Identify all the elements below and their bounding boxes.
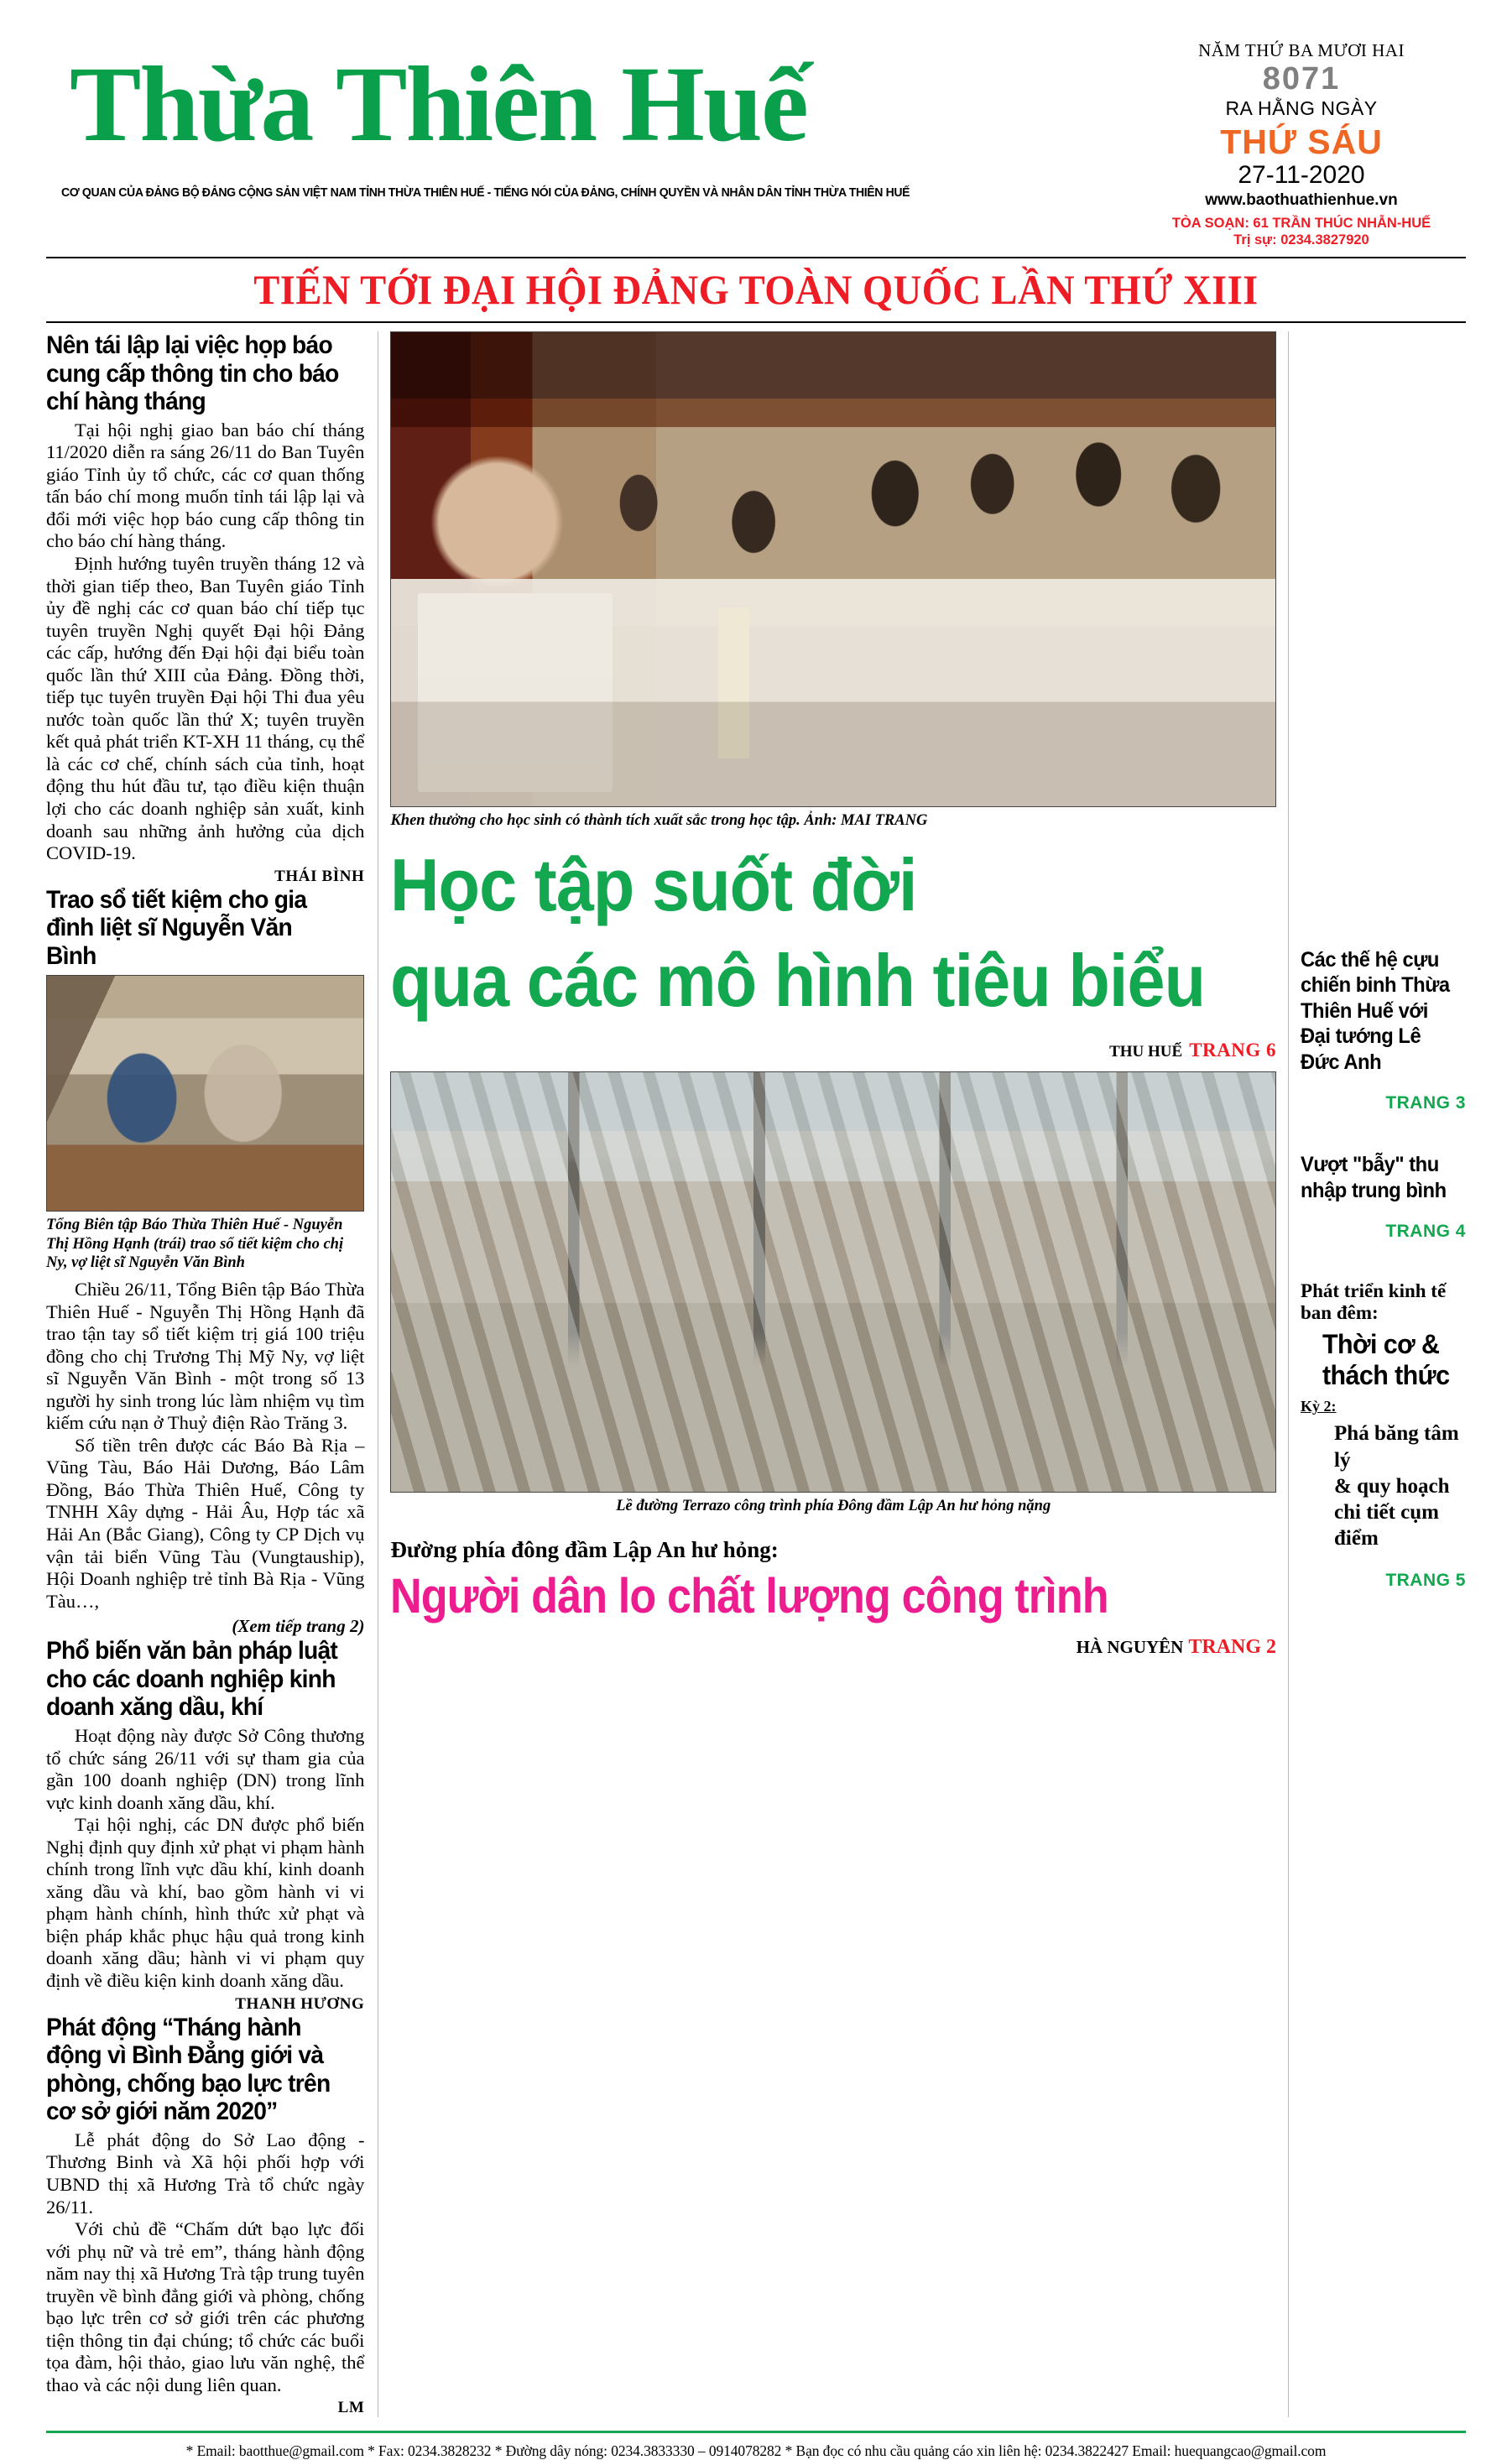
article-body bbox=[46, 2129, 364, 2397]
secondary-photo-damaged-road bbox=[390, 1071, 1276, 1493]
sidebar-spacer bbox=[1301, 331, 1466, 947]
paragraph: Tại hội nghị, các DN được phổ biến Nghị định quy định xử phạt vi phạm hành chính trong lĩnh vực dầu khí, kinh doanh xăng dầu và khí, bao gồm hành vi vi phạm hành chính, hình thức xử phạt và biện pháp khắc phục hậu quả trong kinh doanh xăng dầu; hành vi vi phạm quy định về điều kiện kinh doanh xăng dầu. bbox=[46, 1814, 365, 1991]
masthead-right bbox=[1137, 32, 1466, 248]
lead-photo-award-ceremony bbox=[390, 331, 1276, 807]
column-left bbox=[46, 331, 378, 2418]
article-body bbox=[46, 1279, 364, 1613]
publication-year-label: NĂM THỨ BA MƯƠI HAI bbox=[1198, 40, 1405, 60]
newspaper-title: Thừa Thiên Huế bbox=[70, 44, 807, 164]
article-headline: Trao sổ tiết kiệm cho gia đình liệt sĩ Nguyễn Văn Bình bbox=[46, 885, 307, 970]
continued-reference[interactable]: (Xem tiếp trang 2) bbox=[232, 1616, 365, 1637]
sidebar-feature-title: Thời cơ & thách thức bbox=[1322, 1329, 1450, 1391]
paragraph: Hoạt động này được Sở Công thương tổ chức sáng 26/11 với sự tham gia của gần 100 doanh nghiệp (DN) trong lĩnh vực kinh doanh xăng dầu, khí. bbox=[46, 1724, 365, 1813]
article-body bbox=[46, 420, 364, 865]
paragraph: Tại hội nghị giao ban báo chí tháng 11/2020 diễn ra sáng 26/11 do Ban Tuyên giáo Tỉnh ủy tổ chức, các cơ quan thống tấn báo chí mong muốn tỉnh tái lập lại và đổi mới việc họp báo cung cấp thông tin cho báo chí hàng tháng. bbox=[46, 419, 365, 552]
article-body bbox=[46, 1725, 364, 1993]
article-trao-so-tiet-kiem[interactable] bbox=[46, 886, 364, 1638]
masthead-tagline: CƠ QUAN CỦA ĐẢNG BỘ ĐẢNG CỘNG SẢN VIỆT NAM TỈNH THỪA THIÊN HUẾ - TIẾNG NÓI CỦA ĐẢNG, CHÍNH QUYỀN VÀ NHÂN DÂN TỈNH THỪA THIÊN HUẾ bbox=[61, 186, 910, 200]
office-address: TÒA SOẠN: 61 TRẦN THÚC NHẪN-HUẾ bbox=[1171, 215, 1431, 231]
footer-contact-line: * Email: baotthue@gmail.com * Fax: 0234.3828232 * Đường dây nóng: 0234.3833330 – 0914078282 * Bạn đọc có nhu cầu quảng cáo xin liên hệ: 0234.3822427 Email: huequangcao@gmail.com bbox=[185, 2442, 1327, 2460]
content-grid bbox=[46, 331, 1466, 2418]
publication-date: 27-11-2020 bbox=[1238, 160, 1365, 189]
secondary-headline: Người dân lo chất lượng công trình bbox=[390, 1569, 1109, 1624]
lead-photo-caption: Khen thưởng cho học sinh có thành tích xuất sắc trong học tập. Ảnh: MAI TRANG bbox=[390, 811, 928, 829]
sidebar-feature-kinh-te-ban-dem[interactable] bbox=[1301, 1280, 1466, 1590]
website-url[interactable]: www.baothuathienhue.vn bbox=[1205, 190, 1398, 209]
banner-bottom-rule bbox=[46, 321, 1466, 323]
paragraph: Với chủ đề “Chấm dứt bạo lực đối với phụ nữ và trẻ em”, tháng hành động năm nay thị xã Hương Trà tập trung tuyên truyền về bình đẳng giới và phòng, chống bạo lực trên cơ sở giới trên các phương tiện thông tin đại chúng; tổ chức các buổi tọa đàm, hội thảo, giao lưu văn nghệ, thể thao và các nội dung liên quan. bbox=[46, 2218, 365, 2395]
secondary-kicker: Đường phía đông đầm Lập An hư hỏng: bbox=[390, 1537, 779, 1563]
article-headline: Phát động “Tháng hành động vì Bình Đẳng giới và phòng, chống bạo lực trên cơ sở giới năm 2020” bbox=[46, 2013, 331, 2126]
photo-detail-shirt bbox=[418, 593, 613, 792]
article-headline: Phổ biến văn bản pháp luật cho các doanh nghiệp kinh doanh xăng dầu, khí bbox=[46, 1637, 338, 1722]
article-byline: LM bbox=[337, 2399, 365, 2417]
secondary-byline: HÀ NGUYÊN bbox=[1076, 1637, 1184, 1658]
article-nen-tai-lap[interactable] bbox=[46, 331, 364, 886]
sidebar-page-ref[interactable]: TRANG 3 bbox=[1385, 1093, 1466, 1113]
article-phat-dong-thang-hanh-dong[interactable] bbox=[46, 2014, 364, 2418]
secondary-photo-caption: Lề đường Terrazo công trình phía Đông đầm Lập An hư hỏng nặng bbox=[616, 1498, 1051, 1515]
sidebar-feature-kicker: Phát triển kinh tế ban đêm: bbox=[1301, 1280, 1447, 1324]
sidebar-feature-part: Kỳ 2: bbox=[1301, 1398, 1337, 1415]
admin-phone: Trị sự: 0234.3827920 bbox=[1233, 232, 1369, 248]
sidebar-feature-subtitle-1: Phá băng tâm lý bbox=[1334, 1422, 1459, 1472]
lead-credit bbox=[390, 1040, 1276, 1061]
lead-page-ref[interactable]: TRANG 6 bbox=[1189, 1040, 1277, 1061]
sidebar-divider-gap bbox=[1301, 1113, 1466, 1152]
sidebar-item-thu-nhap-trung-binh[interactable] bbox=[1301, 1152, 1466, 1242]
secondary-story[interactable] bbox=[390, 1071, 1276, 1659]
sidebar-feature-page-ref[interactable]: TRANG 5 bbox=[1385, 1570, 1466, 1590]
sidebar-headline: Các thế hệ cựu chiến binh Thừa Thiên Huế với Đại tướng Lê Đức Anh bbox=[1301, 947, 1450, 1074]
article-headline: Nên tái lập lại việc họp báo cung cấp thông tin cho báo chí hàng tháng bbox=[46, 331, 339, 416]
sidebar-headline: Vượt "bẫy" thu nhập trung bình bbox=[1301, 1153, 1447, 1202]
column-right-sidebar bbox=[1288, 331, 1466, 2418]
lead-story[interactable] bbox=[390, 331, 1276, 1061]
paragraph: Định hướng tuyên truyền tháng 12 và thời gian tiếp theo, Ban Tuyên giáo Tỉnh ủy đề nghị các cơ quan báo chí tiếp tục tuyên truyền Nghị quyết Đại hội Đảng các cấp, hướng đến Đại hội đại biểu toàn quốc lần thứ XIII của Đảng. Đồng thời, tiếp tục tuyên truyền Đại hội Thi đua yêu nước toàn quốc lần thứ X; tuyên truyền kết quả phát triển KT-XH 11 tháng, cụ thể là các cơ chế, chính sách của tỉnh, hoạt động thu hút đầu tư, tạo điều kiện thuận lợi cho các doanh nghiệp sản xuất, kinh doanh sau những ảnh hưởng của dịch COVID-19. bbox=[46, 553, 365, 864]
masthead bbox=[46, 0, 1466, 248]
secondary-page-ref[interactable]: TRANG 2 bbox=[1188, 1636, 1277, 1659]
lead-byline: THU HUẾ bbox=[1109, 1043, 1183, 1061]
masthead-left bbox=[46, 32, 1137, 200]
column-center bbox=[378, 331, 1288, 2418]
article-photo-handover bbox=[46, 975, 364, 1212]
secondary-credit bbox=[390, 1636, 1276, 1659]
paragraph: Số tiền trên được các Báo Bà Rịa – Vũng Tàu, Báo Hải Dương, Báo Lâm Đồng, Báo Thừa Thiên Huế, Công ty TNHH Xây dựng - Hải Âu, Hợp tác xã Hải An (Bắc Giang), Công ty CP Dịch vụ vận tải biển Vũng Tàu (Vungtauship), Hội Doanh nghiệp trẻ tỉnh Bà Rịa - Vũng Tàu…, bbox=[46, 1434, 365, 1612]
lead-headline-line2: qua các mô hình tiêu biểu bbox=[390, 939, 1206, 1023]
article-byline: THANH HƯƠNG bbox=[235, 1994, 365, 2013]
photo-detail-tie bbox=[718, 607, 749, 759]
sidebar-feature-subtitle-2: & quy hoạch chi tiết cụm điểm bbox=[1334, 1474, 1450, 1551]
sidebar-divider-gap-2 bbox=[1301, 1242, 1466, 1280]
lead-headline-line1: Học tập suốt đời bbox=[390, 843, 917, 927]
article-byline: THÁI BÌNH bbox=[274, 867, 365, 885]
photo-caption: Tổng Biên tập Báo Thừa Thiên Huế - Nguyễn Thị Hồng Hạnh (trái) trao sổ tiết kiệm cho chị Ny, vợ liệt sĩ Nguyễn Văn Bình bbox=[46, 1217, 344, 1271]
article-pho-bien-van-ban[interactable] bbox=[46, 1637, 364, 2013]
campaign-banner: TIẾN TỚI ĐẠI HỘI ĐẢNG TOÀN QUỐC LẦN THỨ XIII bbox=[253, 265, 1259, 313]
paragraph: Lễ phát động do Sở Lao động - Thương Binh và Xã hội phối hợp với UBND thị xã Hương Trà tổ chức ngày 26/11. bbox=[46, 2129, 365, 2218]
paragraph: Chiều 26/11, Tổng Biên tập Báo Thừa Thiên Huế - Nguyễn Thị Hồng Hạnh đã trao tận tay sổ tiết kiệm trị giá 100 triệu đồng cho chị Trương Thị Mỹ Ny, vợ liệt sĩ Nguyễn Văn Bình - một trong số 13 người hy sinh trong lúc làm nhiệm vụ tìm kiếm cứu nạn ở Thuỷ điện Rào Trăng 3. bbox=[46, 1279, 365, 1434]
publication-frequency: RA HẰNG NGÀY bbox=[1225, 96, 1378, 119]
photo-detail-posts bbox=[391, 1072, 1275, 1492]
weekday-label: THỨ SÁU bbox=[1220, 122, 1383, 161]
sidebar-item-cuu-chien-binh[interactable] bbox=[1301, 947, 1466, 1114]
issue-number: 8071 bbox=[1262, 61, 1341, 96]
sidebar-page-ref[interactable]: TRANG 4 bbox=[1385, 1222, 1466, 1242]
